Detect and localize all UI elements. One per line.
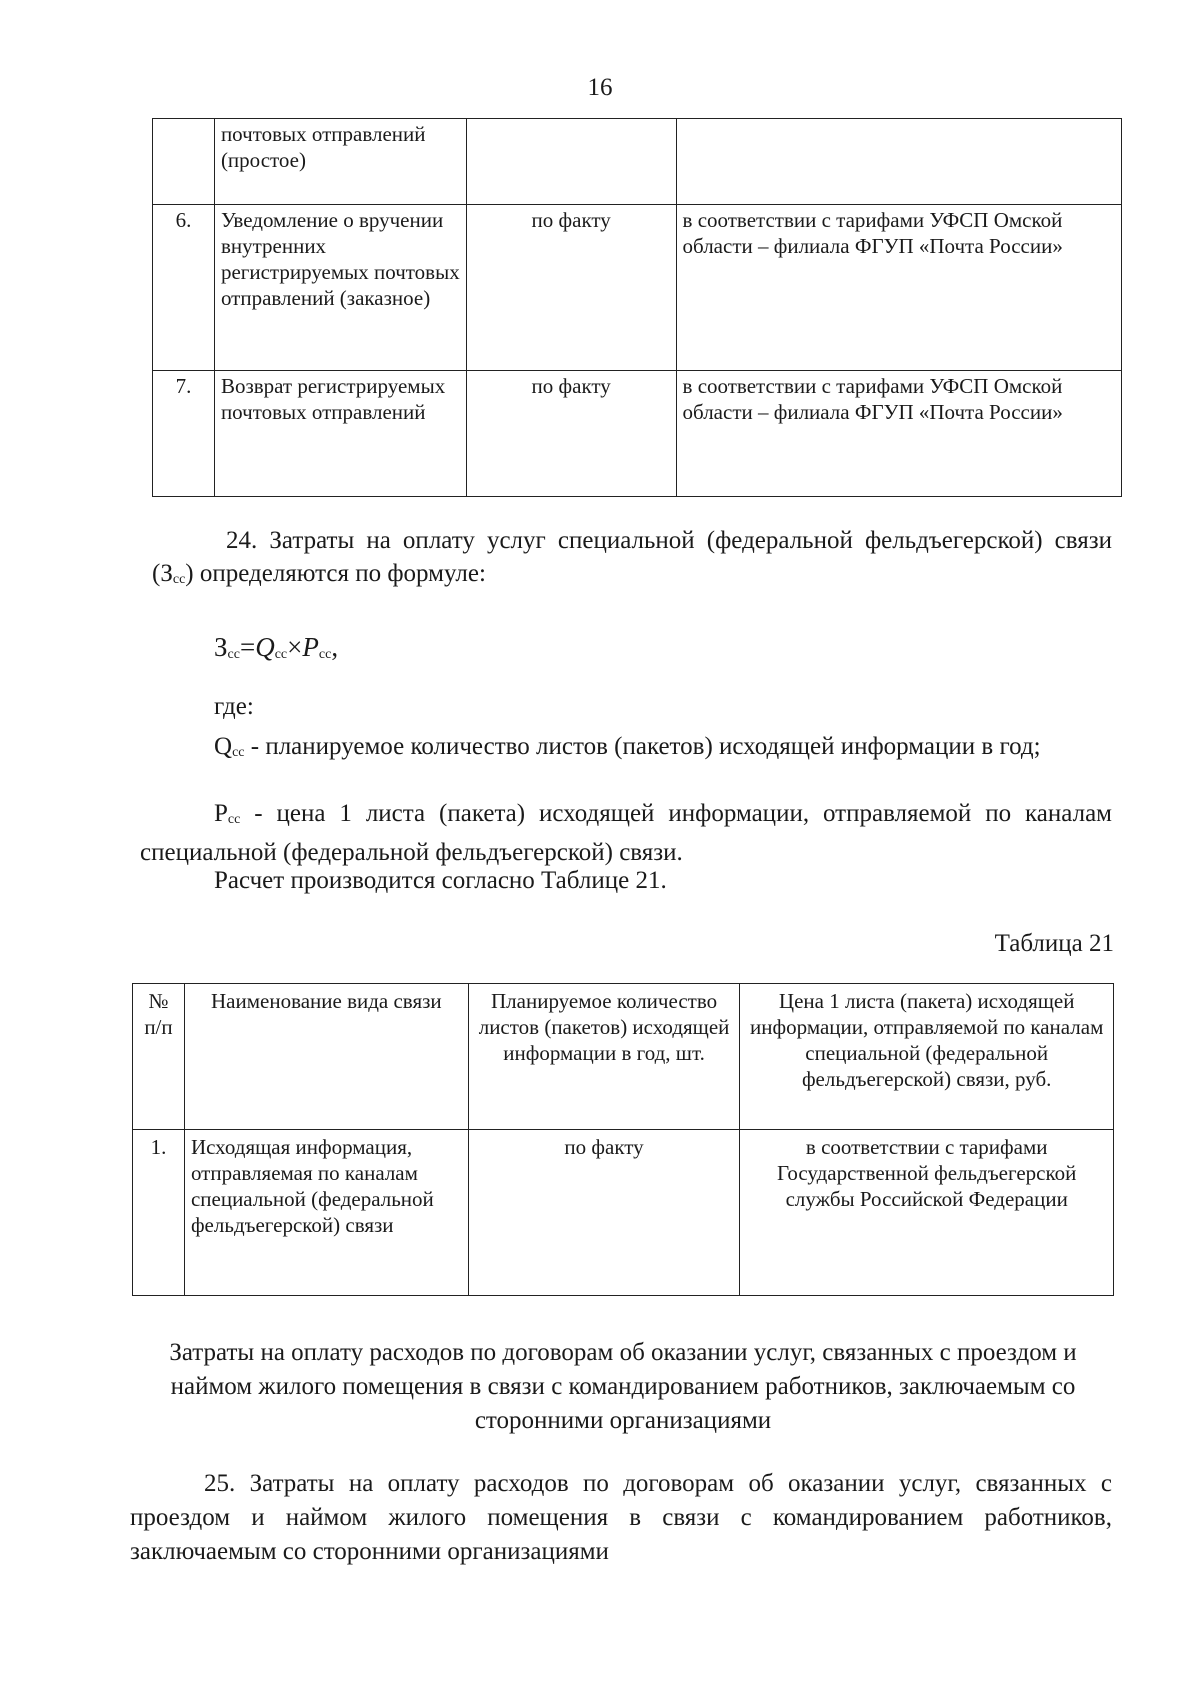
row-number: 1.	[133, 1130, 185, 1296]
calc-note: Расчет производится согласно Таблице 21.	[214, 867, 667, 894]
header-quantity: Планируемое количество листов (пакетов) исходящей информации в год, шт.	[468, 984, 740, 1130]
section-24-intro: 24. Затраты на оплату услуг специальной (федеральной фельдъегерской) связи $(З_{сс})$ определяются по формуле:	[152, 527, 1112, 587]
table-caption: Таблица 21	[994, 930, 1114, 957]
header-num: № п/п	[133, 984, 185, 1130]
header-name: Наименование вида связи	[184, 984, 468, 1130]
row-number: 7.	[153, 371, 215, 497]
where-label: где:	[214, 693, 254, 720]
page-number: 16	[587, 74, 613, 101]
p-definition: $P_{сс}$ - цена 1 листа (пакета) исходящей информации, отправляемой по каналам специальной (федеральной фельдъегерской) связи.	[140, 800, 1112, 866]
service-price	[676, 119, 1121, 205]
table-header-row	[133, 984, 1114, 1130]
service-name: Уведомление о вручении внутренних регистрируемых почтовых отправлений (заказное)	[214, 205, 466, 371]
service-name: почтовых отправлений (простое)	[214, 119, 466, 205]
service-quantity: по факту	[466, 371, 676, 497]
services-table-continued	[152, 118, 1122, 497]
table-row	[153, 205, 1122, 371]
service-name: Исходящая информация, отправляемая по каналам специальной (федеральной фельдъегерской) связи	[184, 1130, 468, 1296]
service-quantity: по факту	[466, 205, 676, 371]
service-price: в соответствии с тарифами УФСП Омской области – филиала ФГУП «Почта России»	[676, 371, 1121, 497]
section-heading: Затраты на оплату расходов по договорам об оказании услуг, связанных с проездом и наймом жилого помещения в связи с командированием работников, заключаемым со сторонними организациями	[169, 1339, 1077, 1434]
row-number	[153, 119, 215, 205]
section-25-text: 25. Затраты на оплату расходов по договорам об оказании услуг, связанных с проездом и наймом жилого помещения в связи с командированием работников, заключаемым со сторонними организациями	[130, 1470, 1112, 1565]
table-21	[132, 983, 1114, 1296]
formula: $З_{сс}=Q_{сс}\times P_{сс}$,	[214, 632, 339, 662]
q-definition: $Q_{сс}$ - планируемое количество листов (пакетов) исходящей информации в год;	[214, 733, 1041, 760]
service-price: в соответствии с тарифами УФСП Омской области – филиала ФГУП «Почта России»	[676, 205, 1121, 371]
table-row	[153, 119, 1122, 205]
service-price: в соответствии с тарифами Государственной фельдъегерской службы Российской Федерации	[740, 1130, 1114, 1296]
service-name: Возврат регистрируемых почтовых отправлений	[214, 371, 466, 497]
table-row	[153, 371, 1122, 497]
service-quantity	[466, 119, 676, 205]
table-row	[133, 1130, 1114, 1296]
row-number: 6.	[153, 205, 215, 371]
header-price: Цена 1 листа (пакета) исходящей информации, отправляемой по каналам специальной (федеральной фельдъегерской) связи, руб.	[740, 984, 1114, 1130]
service-quantity: по факту	[468, 1130, 740, 1296]
